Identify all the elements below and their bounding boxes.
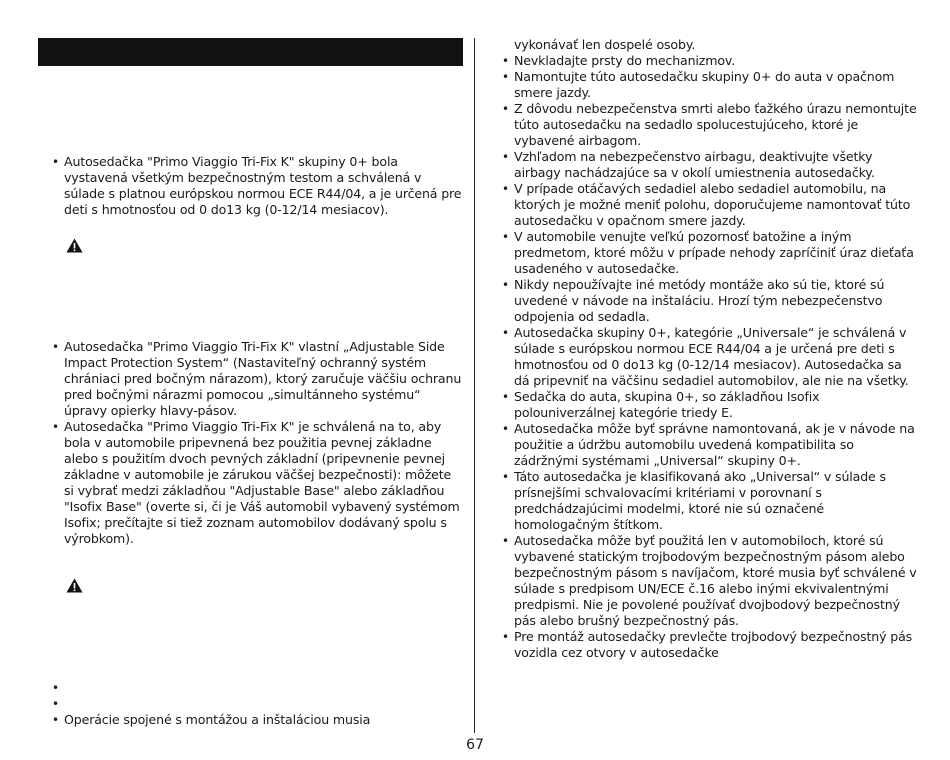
column-divider [474, 38, 475, 733]
list-item: • Vzhľadom na nebezpečenstvo airbagu, deaktivujte všetky airbagy nachádzajúce sa v okolí umiestnenia autosedačky. [500, 149, 920, 181]
left-block-intro [50, 154, 462, 218]
page-number: 67 [466, 737, 484, 753]
list-item: • Pre montáž autosedačky prevlečte trojbodový bezpečnostný pás vozidla cez otvory v autosedačke [500, 629, 920, 661]
list-item: • Nevkladajte prsty do mechanizmov. [500, 53, 920, 69]
list-item [50, 696, 462, 712]
list-item: • Autosedačka skupiny 0+, kategórie „Universale“ je schválená v súlade s európskou normou ECE R44/04 a je určená pre deti s hmotnosťou od 0 do13 kg (0-12/14 mesiacov). Autosedačka sa dá pripevniť na väčšinu sedadiel automobilov, ale nie na všetky. [500, 325, 920, 389]
list-item: • Sedačka do auta, skupina 0+, so základňou Isofix polouniverzálnej kategórie triedy E. [500, 389, 920, 421]
list-item: • Z dôvodu nebezpečenstva smrti alebo ťažkého úrazu nemontujte túto autosedačku na sedadlo spolucestujúceho, ktoré je vybavené airbagom. [500, 101, 920, 149]
list-item: • Autosedačka môže byť použitá len v automobiloch, ktoré sú vybavené statickým trojbodovým bezpečnostným pásom alebo bezpečnostným pásom s navíjačom, ktoré musia byť schválené v súlade s predpisom UN/ECE č.16 alebo inými ekvivalentnými predpismi. Nie je povolené používať dvojbodový bezpečnostný pás alebo brušný bezpečnostný pás. [500, 533, 920, 629]
list-item: • Táto autosedačka je klasifikovaná ako „Universal“ v súlade s prísnejšími schvalovacími kritériami v porovnaní s predchádzajúcimi modelmi, ktoré nie sú označené homologačným štítkom. [500, 469, 920, 533]
list-item: • Autosedačka "Primo Viaggio Tri-Fix K" je schválená na to, aby bola v automobile pripevnená bez použitia pevnej základne alebo s použitím dvoch pevných základní (pripevnenie pevnej základne v automobile je zárukou väčšej bezpečnosti): môžete si vybrať medzi základňou "Adjustable Base" alebo základňou "Isofix Base" (overte si, či je Váš automobil vybavený systémom Isofix; prečítajte si tiež zoznam automobilov dodávaný spolu s výrobkom). [50, 419, 462, 547]
left-block-features [50, 339, 462, 547]
list-item: • Autosedačka môže byť správne namontovaná, ak je v návode na použitie a údržbu automobilu uvedená kompatibilita so zádržnými systémami „Universal“ skupiny 0+. [500, 421, 920, 469]
list-item: • Autosedačka "Primo Viaggio Tri-Fix K" vlastní „Adjustable Side Impact Protection System“ (Nastaviteľný ochranný systém chrániaci pred bočným nárazom), ktorý zaručuje väčšiu ochranu pred bočnými nárazmi pomocou „simultánneho systému“ úpravy opierky hlavy-pásov. [50, 339, 462, 419]
list-item: • Autosedačka "Primo Viaggio Tri-Fix K" skupiny 0+ bola vystavená všetkým bezpečnostným testom a schválená v súlade s platnou európskou normou ECE R44/04, a je určená pre deti s hmotnosťou od 0 do13 kg (0-12/14 mesiacov). [50, 154, 462, 218]
list-item: • Operácie spojené s montážou a inštaláciou musia [50, 712, 462, 728]
list-item: • V automobile venujte veľkú pozornosť batožine a iným predmetom, ktoré môžu v prípade nehody zapríčiniť úraz dieťaťa usadeného v autosedačke. [500, 229, 920, 277]
section-header-bar [38, 38, 463, 66]
warning-triangle-icon [66, 578, 83, 593]
right-warning-list [500, 53, 920, 661]
list-item [50, 680, 462, 696]
continued-text: vykonávať len dospelé osoby. [514, 37, 696, 52]
left-block-warnings [50, 680, 462, 728]
warning-triangle-icon [66, 238, 83, 253]
list-item: • V prípade otáčavých sedadiel alebo sedadiel automobilu, na ktorých je možné meniť polohu, doporučujeme namontovať túto autosedačku v opačnom smere jazdy. [500, 181, 920, 229]
list-item: • Namontujte túto autosedačku skupiny 0+ do auta v opačnom smere jazdy. [500, 69, 920, 101]
right-column [500, 37, 920, 661]
list-item: • Nikdy nepoužívajte iné metódy montáže ako sú tie, ktoré sú uvedené v návode na inštaláciu. Hrozí tým nebezpečenstvo odpojenia od sedadla. [500, 277, 920, 325]
